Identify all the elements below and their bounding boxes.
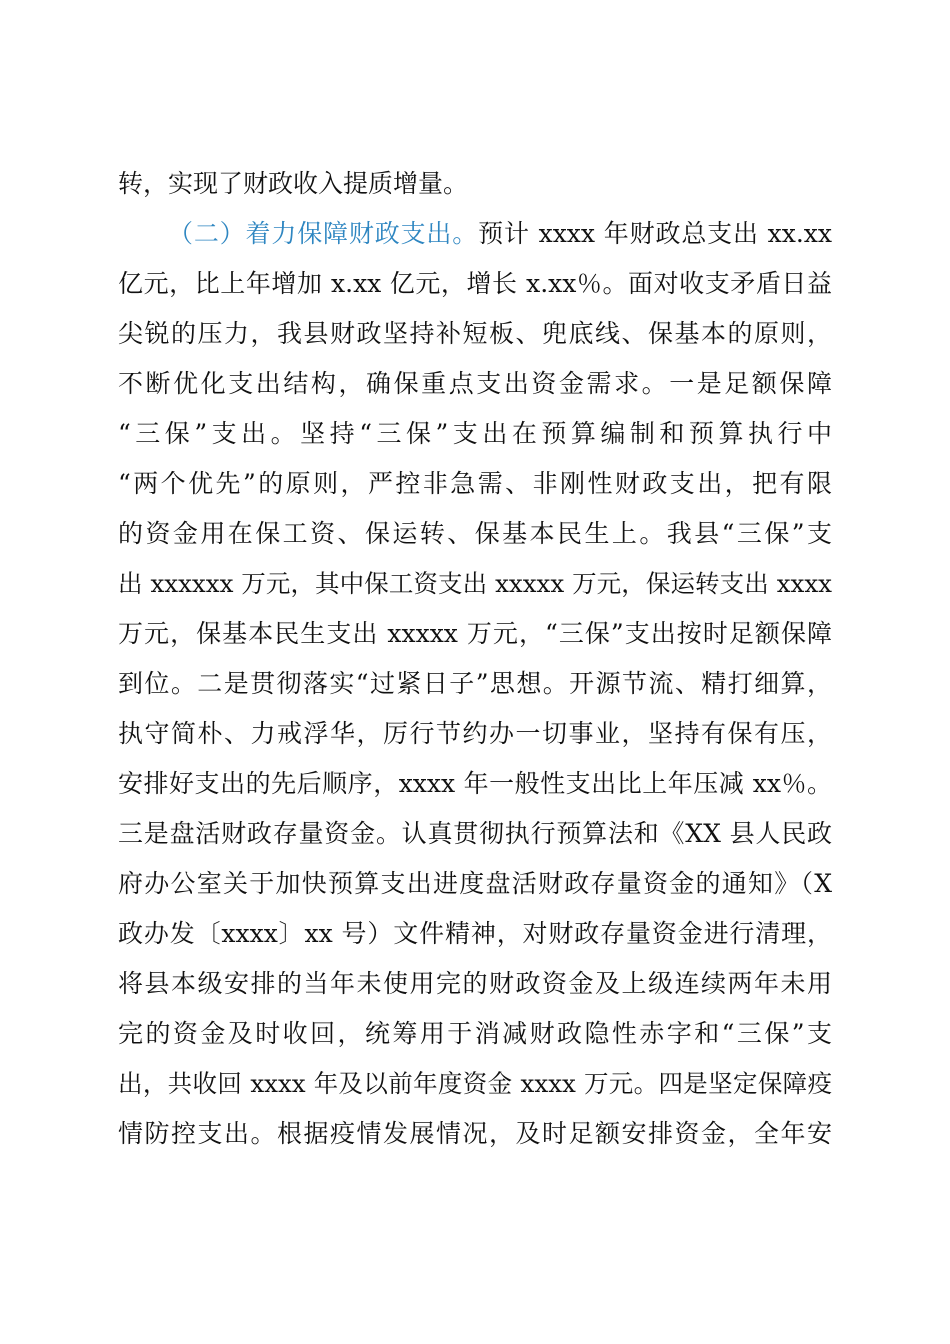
text-line: 出，共收回 xxxx 年及以前年度资金 xxxx 万元。四是坚定保障疫 — [118, 1069, 832, 1098]
section-line — [168, 214, 832, 254]
text-line-tail: 预计 xxxx 年财政总支出 xx.xx — [478, 219, 832, 248]
text-line: “三保”支出。坚持“三保”支出在预算编制和预算执行中 — [118, 419, 832, 448]
text-line: “两个优先”的原则，严控非急需、非刚性财政支出，把有限 — [118, 469, 832, 498]
text-line: 安排好支出的先后顺序，xxxx 年一般性支出比上年压减 xx％。 — [118, 769, 832, 798]
text-line: 执守简朴、力戒浮华，厉行节约办一切事业，坚持有保有压， — [118, 719, 832, 748]
text-line: 到位。二是贯彻落实“过紧日子”思想。开源节流、精打细算， — [118, 669, 832, 698]
text-line: 情防控支出。根据疫情发展情况，及时足额安排资金，全年安 — [118, 1119, 832, 1148]
text-line: 完的资金及时收回，统筹用于消减财政隐性赤字和“三保”支 — [118, 1019, 832, 1048]
text-line: 出 xxxxxx 万元，其中保工资支出 xxxxx 万元，保运转支出 xxxx — [118, 569, 832, 598]
text-line: 的资金用在保工资、保运转、保基本民生上。我县“三保”支 — [118, 519, 832, 548]
text-line: 将县本级安排的当年未使用完的财政资金及上级连续两年未用 — [118, 969, 832, 998]
text-line: 府办公室关于加快预算支出进度盘活财政存量资金的通知》（X — [118, 869, 832, 898]
text-line: 尖锐的压力，我县财政坚持补短板、兜底线、保基本的原则， — [118, 319, 832, 348]
text-line: 万元，保基本民生支出 xxxxx 万元，“三保”支出按时足额保障 — [118, 619, 832, 648]
text-line: 亿元，比上年增加 x.xx 亿元，增长 x.xx％。面对收支矛盾日益 — [118, 269, 832, 298]
text-line: 转，实现了财政收入提质增量。 — [118, 169, 469, 198]
section-heading: （二）着力保障财政支出。 — [168, 219, 479, 248]
text-line: 不断优化支出结构，确保重点支出资金需求。一是足额保障 — [118, 369, 832, 398]
text-line: 三是盘活财政存量资金。认真贯彻执行预算法和《XX 县人民政 — [118, 819, 832, 848]
text-line: 政办发〔xxxx〕xx 号）文件精神，对财政存量资金进行清理， — [118, 919, 832, 948]
